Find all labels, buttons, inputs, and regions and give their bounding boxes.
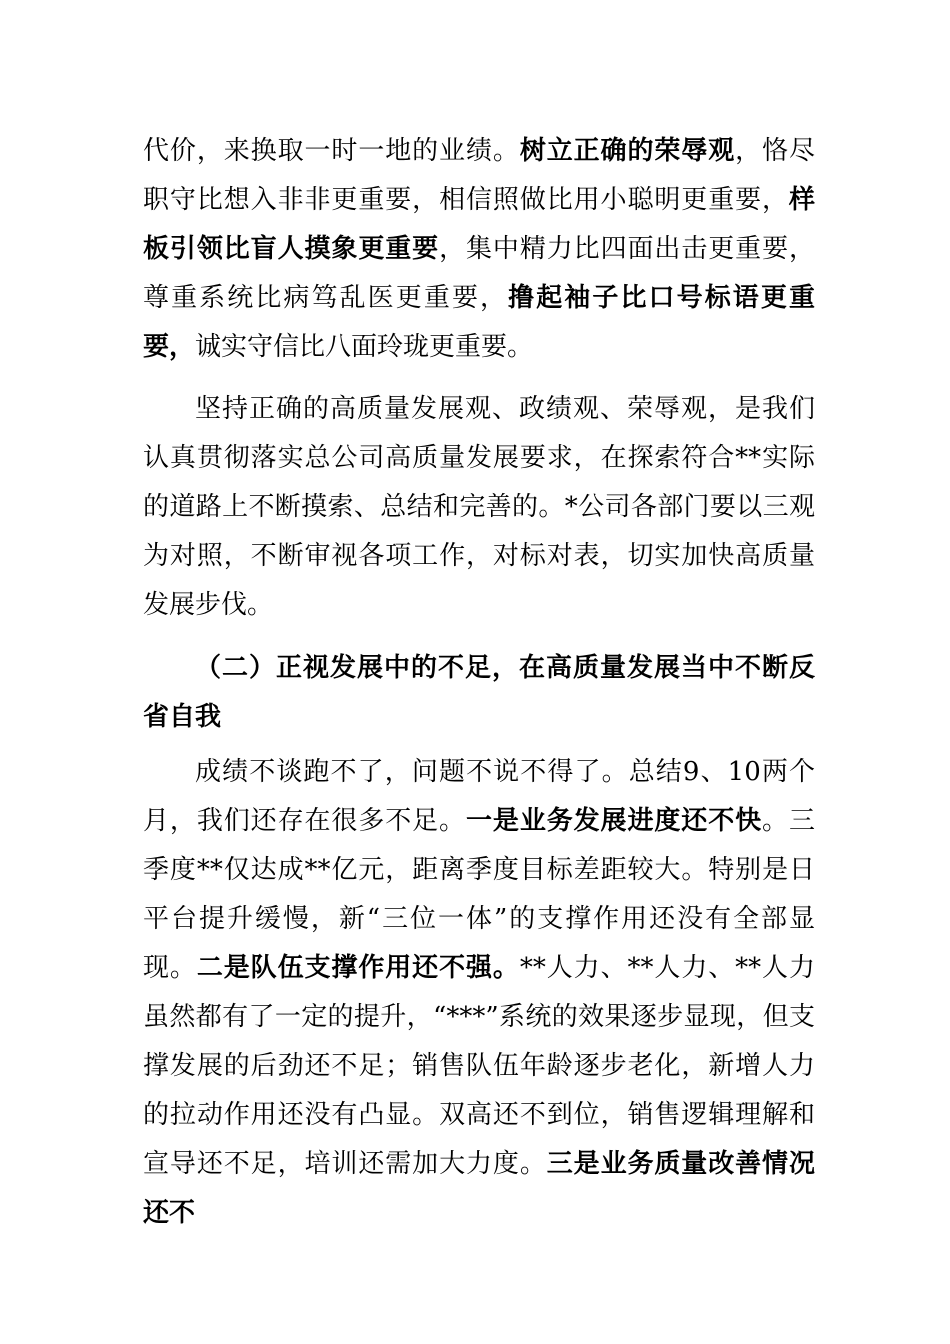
bold-text-run: 二是队伍支撑作用还不强。 [196,953,520,983]
bold-text-run: 一是业务发展进度还不快 [465,806,763,836]
text-run: 。三季度**仅达成**亿元，距离季度目标差距较大。特别是日平台提升缓慢，新“三位一体”的支撑作用还没有全部显现。 [143,806,815,983]
paragraph-honor-view [143,127,815,372]
text-run: 坚持正确的高质量发展观、政绩观、荣辱观，是我们认真贯彻落实总公司高质量发展要求，在探索符合**实际的道路上不断摸索、总结和完善的。*公司各部门要以三观为对照，不断审视各项工作，对标对表，切实加快高质量发展步伐。 [143,394,815,620]
bold-text-run: 树立正确的荣辱观 [519,136,736,166]
text-run: 成绩不谈跑不了，问题不说不得了。总结9、10两个月，我们还存在很多不足。 [143,757,815,836]
paragraph-shortcomings [143,748,815,1238]
bold-text-run: （二）正视发展中的不足，在高质量发展当中不断反省自我 [143,653,815,732]
text-run: 代价，来换取一时一地的业绩。 [143,136,520,166]
text-run: ，集中精力比四面出击更重要，尊重系统比病笃乱医更重要， [143,234,815,313]
bold-text-run: 撸起袖子比口号标语更重要， [143,283,815,362]
text-run: ，恪尽职守比想入非非更重要，相信照做比用小聪明更重要， [143,136,815,215]
text-run: **人力、**人力、**人力虽然都有了一定的提升，“***”系统的效果逐步显现，但支撑发展的后劲还不足；销售队伍年龄逐步老化，新增人力的拉动作用还没有凸显。双高还不到位，销售逻辑理解和宣导还不足，培训还需加大力度。 [143,953,815,1179]
bold-text-run: 三是业务质量改善情况还不 [143,1149,815,1228]
section-heading-2 [143,644,815,742]
bold-text-run: 样板引领比盲人摸象更重要 [143,185,815,264]
paragraph-three-views [143,385,815,630]
text-run: 诚实守信比八面玲珑更重要。 [195,332,534,362]
